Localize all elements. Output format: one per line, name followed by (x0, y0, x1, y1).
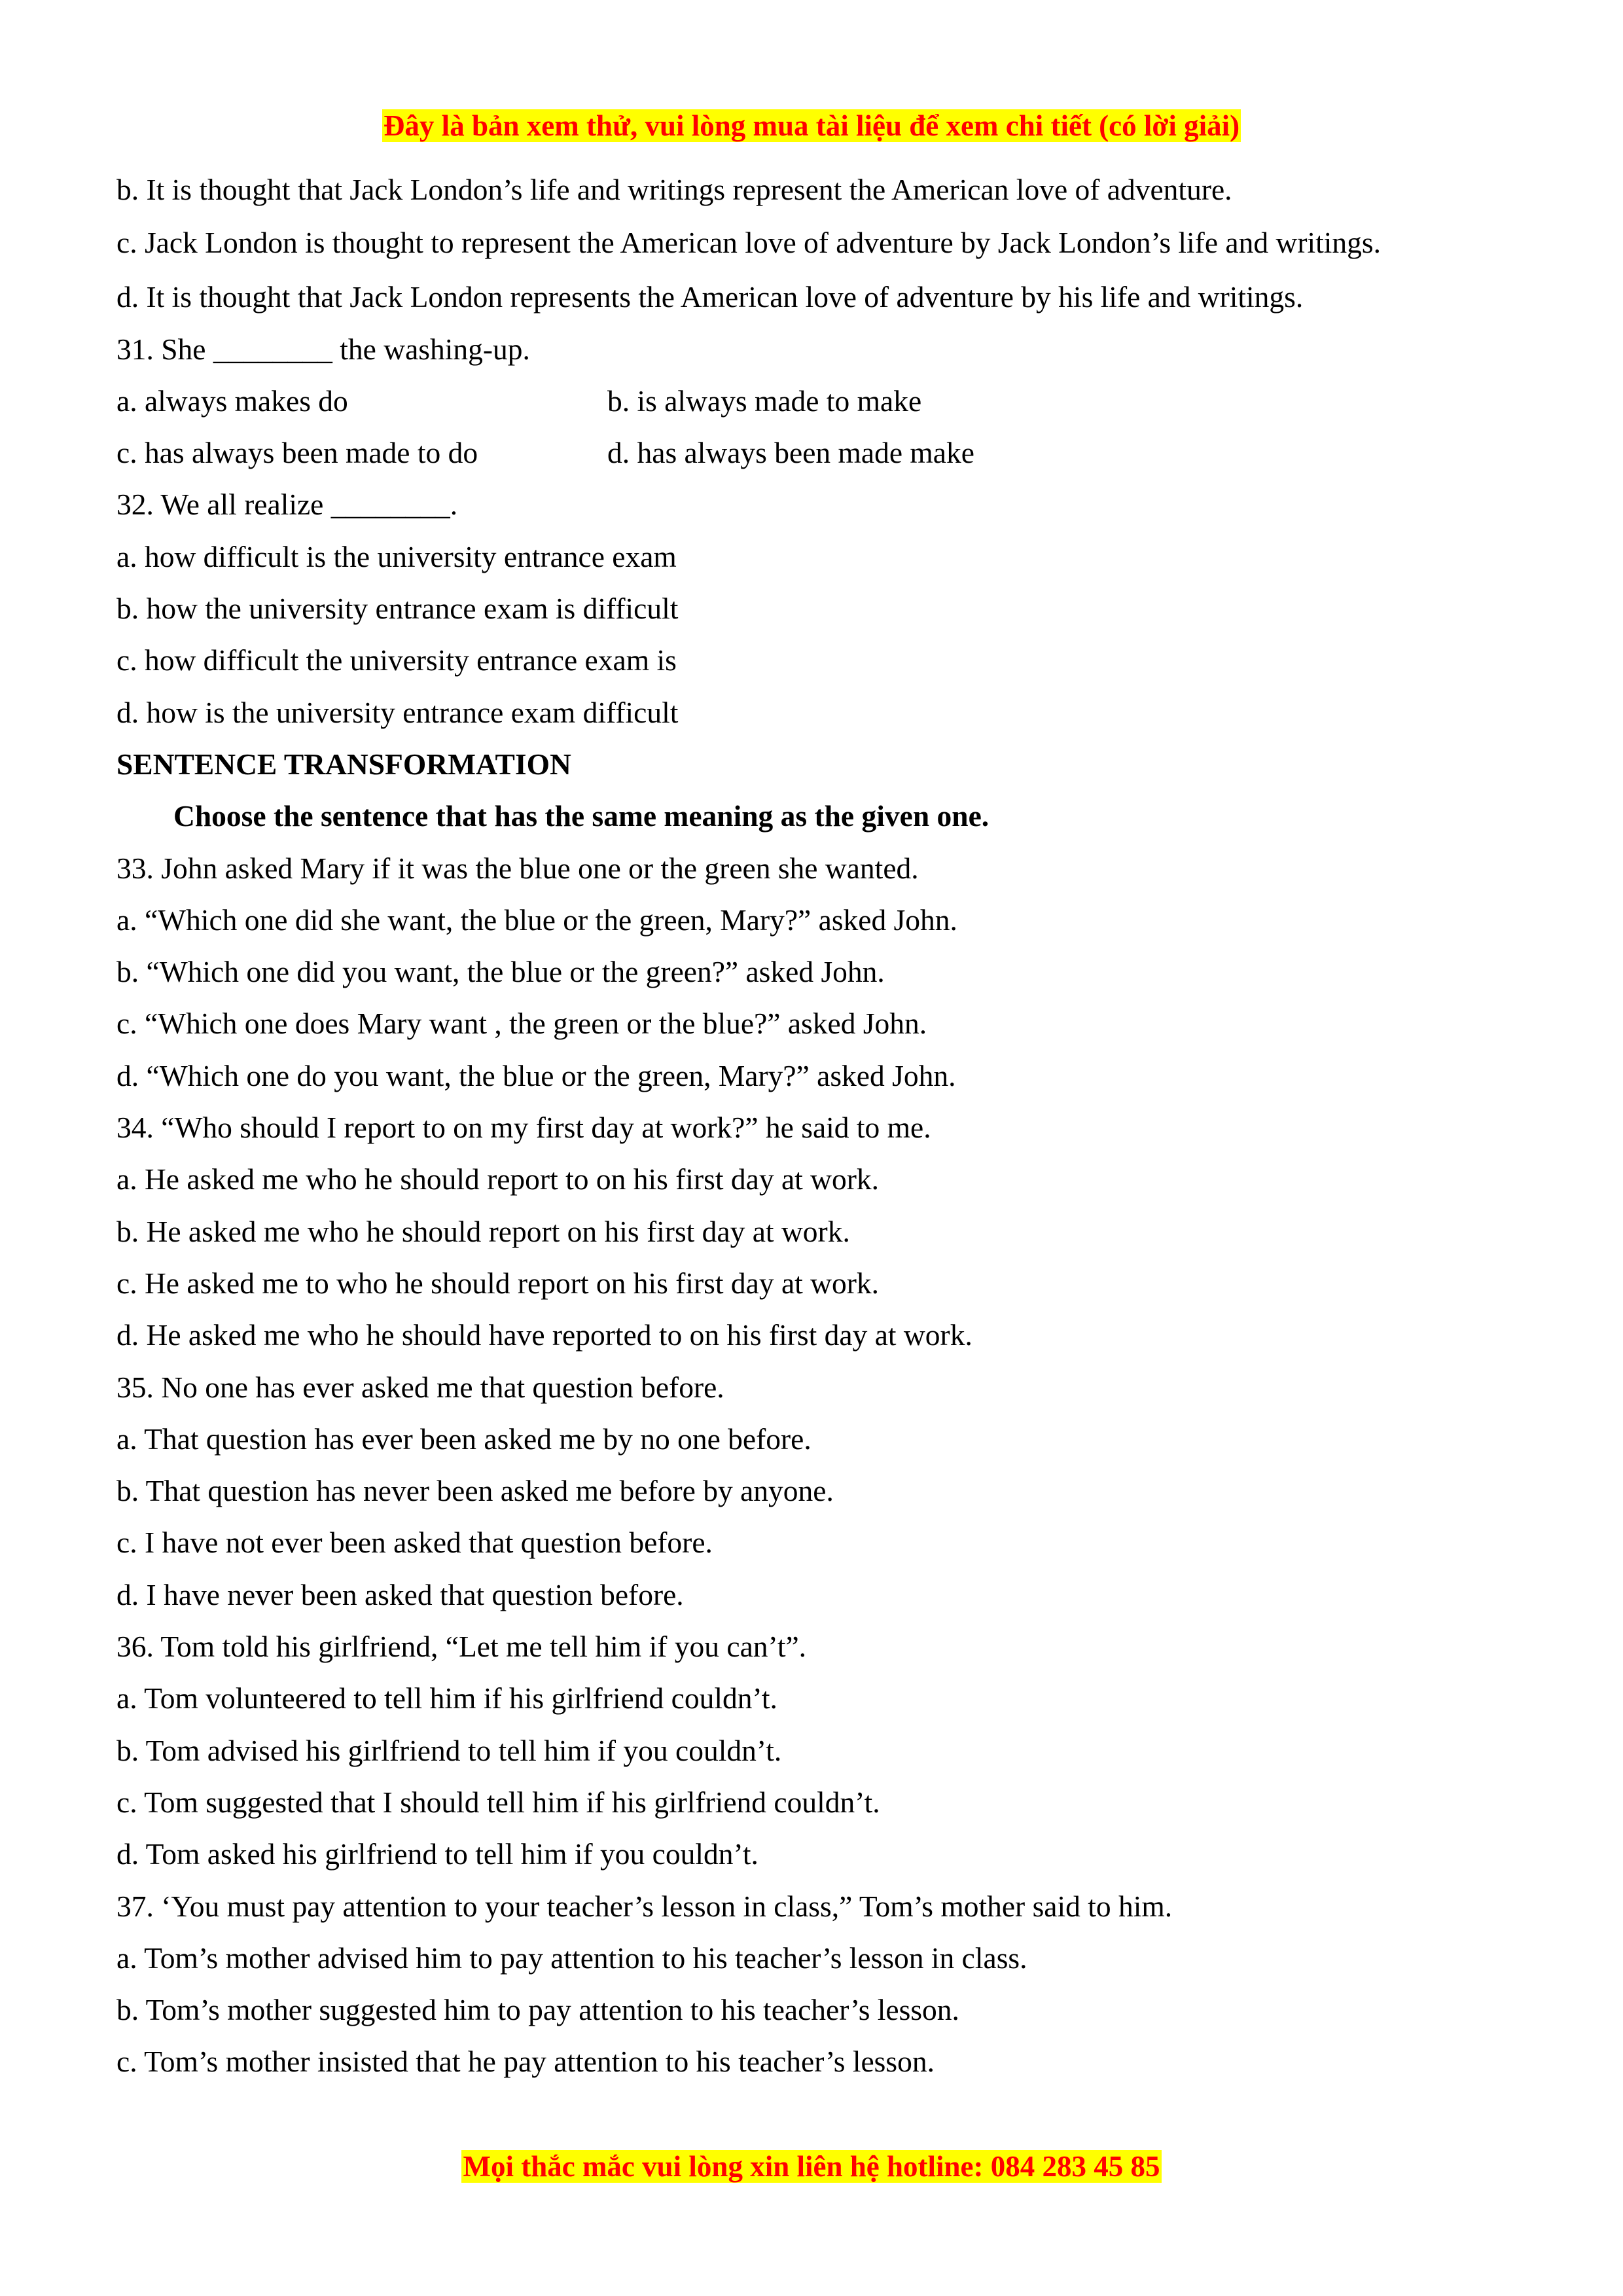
q32-option-b: b. how the university entrance exam is difficult (116, 592, 679, 626)
q36-option-d: d. Tom asked his girlfriend to tell him if you couldn’t. (116, 1837, 758, 1871)
section-instruction: Choose the sentence that has the same meaning as the given one. (173, 799, 990, 833)
preview-notice-text: Đây là bản xem thử, vui lòng mua tài liệu để xem chi tiết (có lời giải) (383, 109, 1240, 142)
q36-option-b: b. Tom advised his girlfriend to tell him if you couldn’t. (116, 1733, 782, 1767)
q35-option-d: d. I have never been asked that question before. (116, 1577, 684, 1611)
q34-option-a: a. He asked me who he should report to on his first day at work. (116, 1162, 880, 1196)
preview-notice-banner (0, 107, 1623, 144)
q35-stem: 35. No one has ever asked me that question before. (116, 1370, 724, 1404)
q36-option-c: c. Tom suggested that I should tell him if his girlfriend couldn’t. (116, 1785, 880, 1819)
q33-option-c: c. “Which one does Mary want , the green or the blue?” asked John. (116, 1007, 927, 1041)
q37-stem: 37. ‘You must pay attention to your teacher’s lesson in class,” Tom’s mother said to him. (116, 1889, 1173, 1923)
q30-option-c: c. Jack London is thought to represent the American love of adventure by Jack London’s life and writings. (116, 226, 1381, 260)
q31-option-b: b. is always made to make (607, 384, 922, 418)
q34-option-c: c. He asked me to who he should report on his first day at work. (116, 1266, 880, 1300)
q31-options-row-2 (116, 427, 1507, 478)
q31-options-row-1 (116, 375, 1507, 427)
q31-option-a: a. always makes do (116, 384, 348, 418)
q31-option-c: c. has always been made to do (116, 436, 478, 470)
document-body (116, 164, 1507, 2088)
q34-stem: 34. “Who should I report to on my first day at work?” he said to me. (116, 1111, 931, 1145)
q32-option-c: c. how difficult the university entrance exam is (116, 643, 677, 677)
q30-option-d: d. It is thought that Jack London represents the American love of adventure by his life and writings. (116, 280, 1304, 314)
q31-stem: 31. She ________ the washing-up. (116, 332, 530, 366)
q37-option-c: c. Tom’s mother insisted that he pay attention to his teacher’s lesson. (116, 2045, 935, 2079)
q35-option-c: c. I have not ever been asked that question before. (116, 1526, 713, 1560)
q33-stem: 33. John asked Mary if it was the blue one or the green she wanted. (116, 851, 919, 885)
q33-option-b: b. “Which one did you want, the blue or the green?” asked John. (116, 955, 885, 989)
q33-option-a: a. “Which one did she want, the blue or the green, Mary?” asked John. (116, 903, 957, 937)
q31-option-d: d. has always been made make (607, 436, 974, 470)
q35-option-a: a. That question has ever been asked me by no one before. (116, 1422, 812, 1456)
q32-stem: 32. We all realize ________. (116, 488, 458, 522)
q34-option-b: b. He asked me who he should report on his first day at work. (116, 1214, 850, 1248)
q37-option-a: a. Tom’s mother advised him to pay attention to his teacher’s lesson in class. (116, 1941, 1027, 1975)
q34-option-d: d. He asked me who he should have reported to on his first day at work. (116, 1318, 972, 1352)
q37-option-b: b. Tom’s mother suggested him to pay attention to his teacher’s lesson. (116, 1993, 959, 2027)
q35-option-b: b. That question has never been asked me before by anyone. (116, 1474, 834, 1508)
q36-option-a: a. Tom volunteered to tell him if his girlfriend couldn’t. (116, 1681, 777, 1715)
q32-option-a: a. how difficult is the university entrance exam (116, 539, 677, 573)
hotline-text: Mọi thắc mắc vui lòng xin liên hệ hotline: 084 283 45 85 (463, 2150, 1160, 2183)
q32-option-d: d. how is the university entrance exam difficult (116, 695, 679, 729)
hotline-banner (0, 2148, 1623, 2185)
q36-stem: 36. Tom told his girlfriend, “Let me tell him if you can’t”. (116, 1630, 807, 1664)
q30-option-b: b. It is thought that Jack London’s life and writings represent the American love of adventure. (116, 173, 1232, 206)
section-heading: SENTENCE TRANSFORMATION (116, 747, 571, 781)
q33-option-d: d. “Which one do you want, the blue or the green, Mary?” asked John. (116, 1058, 956, 1092)
